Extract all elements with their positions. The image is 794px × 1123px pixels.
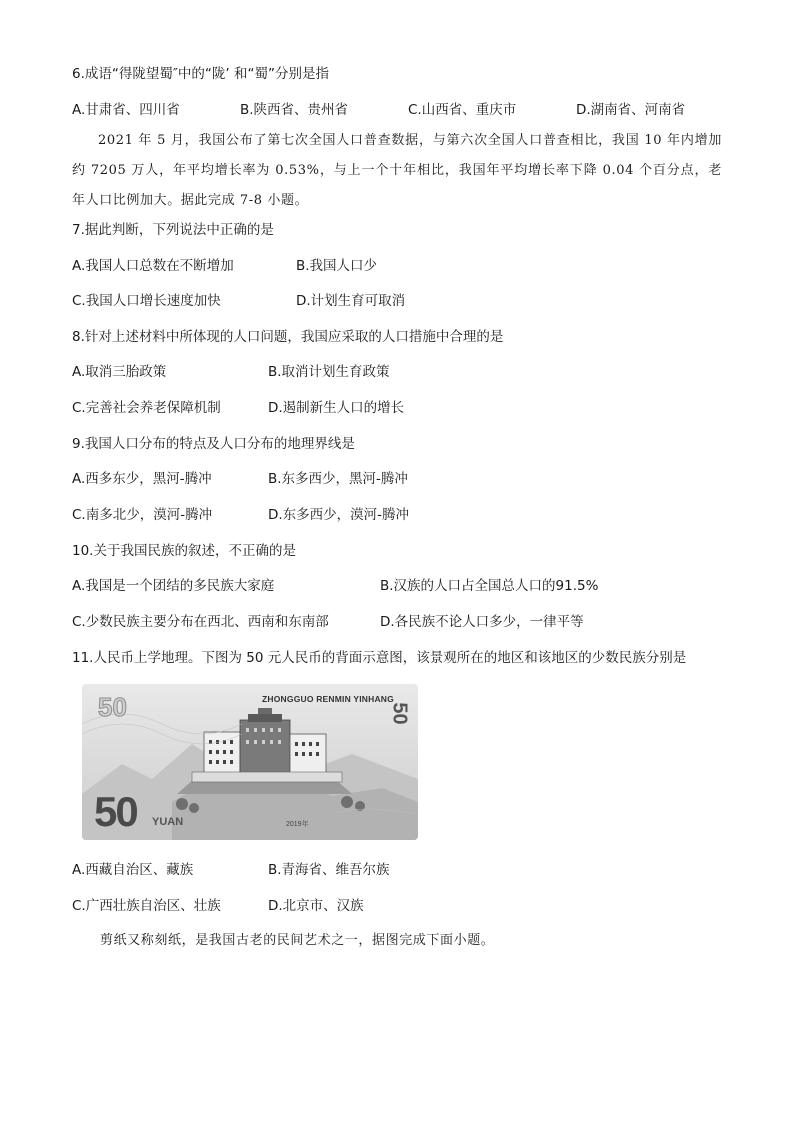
banknote-value-bottom-left: 50: [94, 788, 137, 835]
q6-option-c: C.山西省、重庆市: [408, 102, 517, 118]
banknote-value-right: 50: [388, 702, 411, 725]
banknote-header-text: ZHONGGUO RENMIN YINHANG: [262, 694, 394, 704]
q8-option-c: C.完善社会养老保障机制: [72, 400, 221, 416]
q8-option-a: A.取消三胎政策: [72, 364, 167, 380]
q8-option-d: D.遏制新生人口的增长: [268, 400, 405, 416]
q8-option-b: B.取消计划生育政策: [268, 364, 390, 380]
q6-option-b: B.陕西省、贵州省: [240, 102, 349, 118]
q6-option-d: D.湖南省、河南省: [576, 102, 686, 118]
q11-option-b: B.青海省、维吾尔族: [268, 862, 390, 878]
banknote-unit-text: YUAN: [152, 816, 184, 828]
q10-stem: 10.关于我国民族的叙述，不正确的是: [72, 543, 296, 559]
banknote-value-top-left: 50: [98, 692, 127, 722]
q11-option-d: D.北京市、汉族: [268, 898, 364, 914]
q7-option-a: A.我国人口总数在不断增加: [72, 258, 234, 274]
q6-stem: 6.成语“得陇望蜀″中的“陇’ 和“蜀”分别是指: [72, 66, 329, 82]
q11-option-c: C.广西壮族自治区、壮族: [72, 898, 221, 914]
q10-option-c: C.少数民族主要分布在西北、西南和东南部: [72, 614, 329, 630]
q6-option-a: A.甘肃省、四川省: [72, 102, 180, 118]
q9-stem: 9.我国人口分布的特点及人口分布的地理界线是: [72, 436, 355, 452]
q8-stem: 8.针对上述材料中所体现的人口问题，我国应采取的人口措施中合理的是: [72, 329, 504, 345]
q9-option-b: B.东多西少，黑河-腾冲: [268, 471, 408, 487]
q9-option-a: A.西多东少，黑河-腾冲: [72, 471, 212, 487]
q7-option-b: B.我国人口少: [296, 258, 378, 274]
q9-option-d: D.东多西少，漠河-腾冲: [268, 507, 410, 523]
q10-option-b: B.汉族的人口占全国总人口的91.5%: [380, 578, 599, 594]
q7-stem: 7.据此判断，下列说法中正确的是: [72, 222, 274, 238]
q7-option-c: C.我国人口增长速度加快: [72, 293, 221, 309]
q7-option-d: D.计划生育可取消: [296, 293, 406, 309]
q10-option-a: A.我国是一个团结的多民族大家庭: [72, 578, 275, 594]
q10-option-d: D.各民族不论人口多少，一律平等: [380, 614, 584, 630]
material-paragraph-population: [72, 126, 722, 216]
q11-option-a: A.西藏自治区、藏族: [72, 862, 194, 878]
banknote-50-yuan-image: [82, 684, 418, 840]
material-paragraph-papercut: 剪纸又称刻纸，是我国古老的民间艺术之一，据图完成下面小题。: [100, 933, 495, 948]
banknote-year-text: 2019年: [286, 821, 309, 828]
q11-stem: 11.人民币上学地理。下图为 50 元人民币的背面示意图，该景观所在的地区和该地区的少数民族分别是: [72, 650, 687, 666]
q9-option-c: C.南多北少，漠河-腾冲: [72, 507, 213, 523]
material-paragraph-text: 2021 年 5 月，我国公布了第七次全国人口普查数据，与第六次全国人口普查相比，我国 10 年内增加约 7205 万人，年平均增长率为 0.53%，与上一个十年相比，我国年平均增长率下降 0.04 个百分点，老年人口比例加大。据此完成 7-8 小题。: [72, 133, 722, 208]
